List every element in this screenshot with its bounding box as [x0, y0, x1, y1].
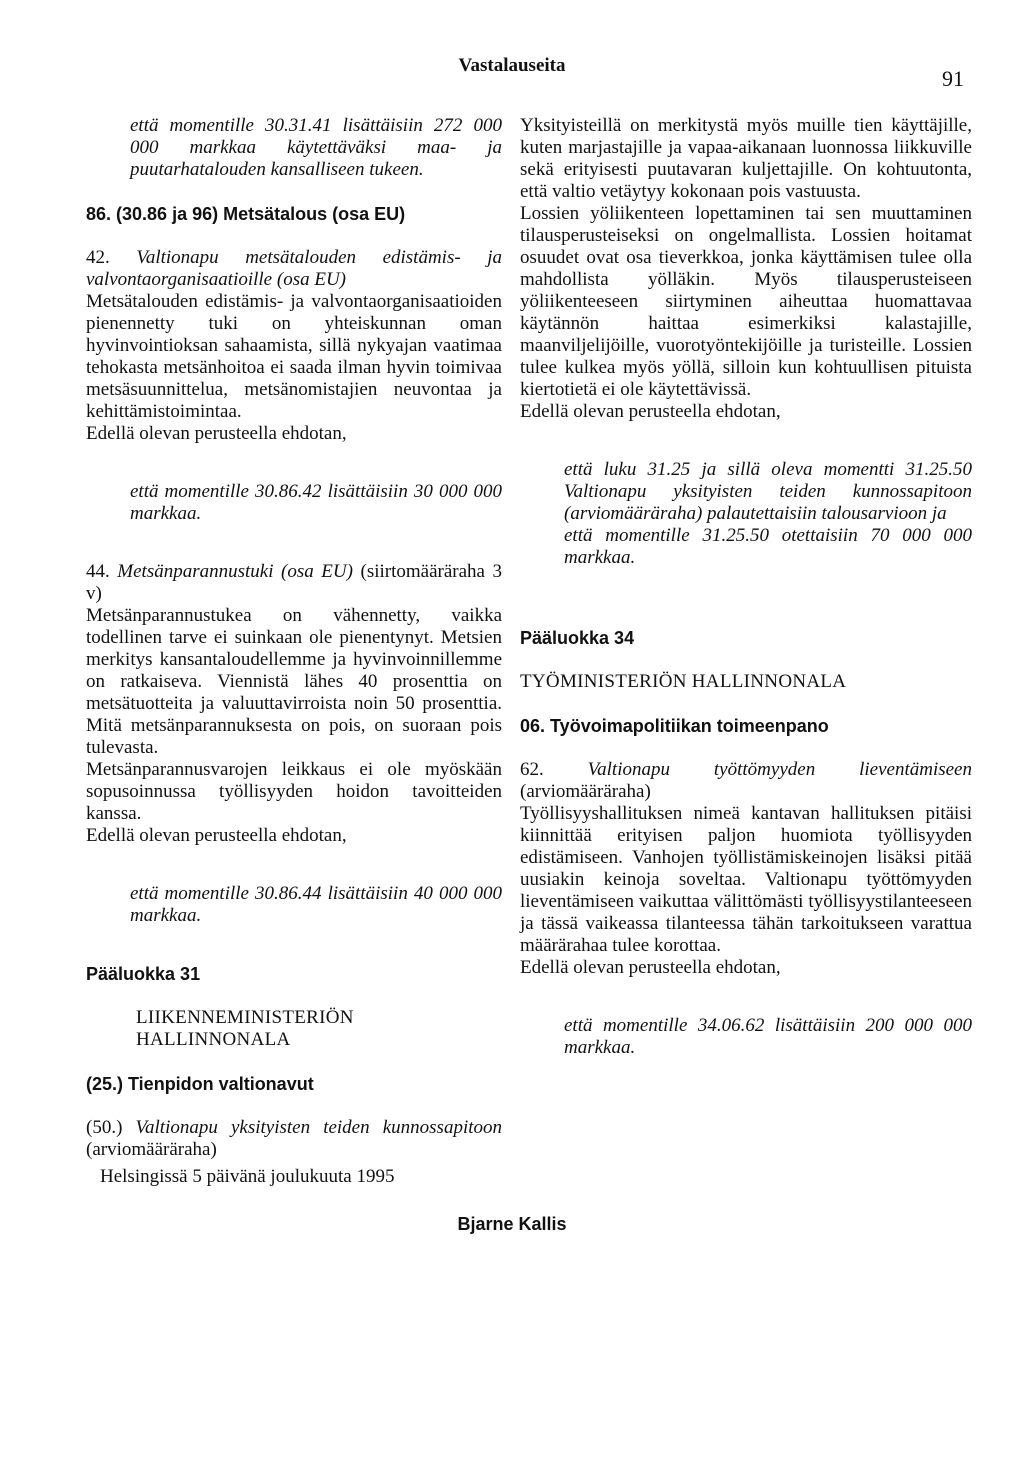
item-title: Metsänparannustuki (osa EU)	[117, 561, 353, 582]
item-number: 42.	[86, 247, 110, 268]
item-number: 44.	[86, 561, 110, 582]
body-paragraph: Metsänparannusvarojen leikkaus ei ole myöskään sopusoinnussa työllisyyden hoidon tavoitteiden kanssa.	[86, 759, 502, 824]
body-paragraph: Työllisyyshallituksen nimeä kantavan hallituksen pitäisi kiinnittää erityisen paljon huomiota työllisyyden edistämiseen. Vanhojen työllistämiskeinojen lisäksi pitää uusiakin keinoja soveltaa. Valtionapu työttömyyden lieventämiseen vaikuttaa välittömästi työllisyystilanteeseen ja tässä vaikeassa tilanteessa tähän tarkoitukseen varattua määrärahaa tulee korottaa.	[520, 803, 972, 956]
item-heading	[86, 1117, 502, 1161]
body-paragraph: Lossien yöliikenteen lopettaminen tai sen muuttaminen tilausperusteiseksi on ongelmallista. Lossien hoitamat osuudet ovat osa tieverkkoa, jonka käyttämisen tulee olla mahdollista yölläkin. Myös tilausperusteiseen yöliikenteeseen siirtyminen aiheuttaa huomattavaa käytännön haittaa esimerkiksi kalastajille, maanviljelijöille, vuorotyöntekijöille ja turisteille. Lossien tulee kulkea myös yöllä, silloin kun kohtuullisen pituista kiertotietä ei ole käytettävissä.	[520, 203, 972, 400]
item-number: 62.	[520, 759, 544, 780]
body-paragraph: Metsätalouden edistämis- ja valvontaorganisaatioiden pienennetty tuki on yhteiskunnan oman hyvinvointioksan sahaamista, sillä nykyajan vaatimaa tehokasta metsänhoitoa ei saada ilman hyvin toimivaa metsäsuunnittelua, metsänomistajien neuvontaa ja kehittämistoimintaa.	[86, 291, 502, 422]
ministry-heading: LIIKENNEMINISTERIÖN HALLINNONALA	[136, 1007, 354, 1050]
proposal-intro: Edellä olevan perusteella ehdotan,	[520, 401, 781, 422]
item-title: Valtionapu yksityisten teiden kunnossapitoon	[135, 1117, 502, 1138]
body-paragraph: Yksityisteillä on merkitystä myös muille tien käyttäjille, kuten marjastajille ja vapaa-aikanaan luonnossa liikkuville sekä erityisesti puutavaran kuljettajille. On kohtuutonta, että valtio vetäytyy kokonaan pois vastuusta.	[520, 115, 972, 202]
item-suffix: (arviomääräraha)	[520, 781, 651, 802]
motion-paragraph: että momentille 30.31.41 lisättäisiin 272 000 000 markkaa käytettäväksi maa- ja puutarhatalouden kansalliseen tukeen.	[130, 115, 502, 180]
item-suffix: (arviomääräraha)	[86, 1139, 217, 1160]
item-title: Valtionapu metsätalouden edistämis- ja valvontaorganisaatioille (osa EU)	[86, 247, 503, 290]
item-heading	[520, 759, 972, 803]
motion-paragraph: että momentille 30.86.42 lisättäisiin 30 000 000 markkaa.	[130, 481, 502, 524]
proposal-intro: Edellä olevan perusteella ehdotan,	[520, 957, 781, 978]
place-date: Helsingissä 5 päivänä joulukuuta 1995	[100, 1166, 395, 1187]
item-suffix: (siirtomääräraha 3 v)	[86, 561, 503, 604]
left-column	[86, 115, 502, 1161]
running-head: Vastalauseita	[458, 55, 566, 76]
motion-paragraph: että momentille 31.25.50 otettaisiin 70 000 000 markkaa.	[564, 525, 972, 568]
item-heading	[86, 247, 502, 291]
proposal-intro: Edellä olevan perusteella ehdotan,	[86, 825, 347, 846]
body-paragraph: Metsänparannustukea on vähennetty, vaikka todellinen tarve ei suinkaan ole pienentynyt. Metsien merkitys kansantaloudellemme ja hyvinvoinnillemme on ratkaiseva. Viennistä lähes 40 prosenttia on metsätuotteita ja valuuttavirroista noin 50 prosenttia. Mitä metsänparannuksesta on pois, on suoraan pois tulevasta.	[86, 605, 502, 758]
item-number: (50.)	[86, 1117, 123, 1138]
section-heading: 86. (30.86 ja 96) Metsätalous (osa EU)	[86, 204, 406, 224]
motion-paragraph: että momentille 30.86.44 lisättäisiin 40 000 000 markkaa.	[130, 883, 502, 926]
signature: Bjarne Kallis	[457, 1214, 567, 1234]
section-heading: 06. Työvoimapolitiikan toimeenpano	[520, 716, 829, 736]
item-title: Valtionapu työttömyyden lieventämiseen	[587, 759, 972, 780]
proposal-intro: Edellä olevan perusteella ehdotan,	[86, 423, 347, 444]
item-heading	[86, 561, 502, 605]
page-number: 91	[942, 66, 964, 91]
motion-paragraph: että momentille 34.06.62 lisättäisiin 200 000 000 markkaa.	[564, 1015, 972, 1058]
main-class-heading: Pääluokka 31	[86, 964, 201, 984]
motion-paragraph: että luku 31.25 ja sillä oleva momentti 31.25.50 Valtionapu yksityisten teiden kunnossapitoon (arviomääräraha) palautettaisiin talousarvioon ja	[564, 459, 972, 524]
main-class-heading: Pääluokka 34	[520, 628, 635, 648]
ministry-heading: TYÖMINISTERIÖN HALLINNONALA	[520, 671, 847, 692]
right-column	[520, 115, 972, 1059]
section-heading: (25.) Tienpidon valtionavut	[86, 1074, 314, 1094]
